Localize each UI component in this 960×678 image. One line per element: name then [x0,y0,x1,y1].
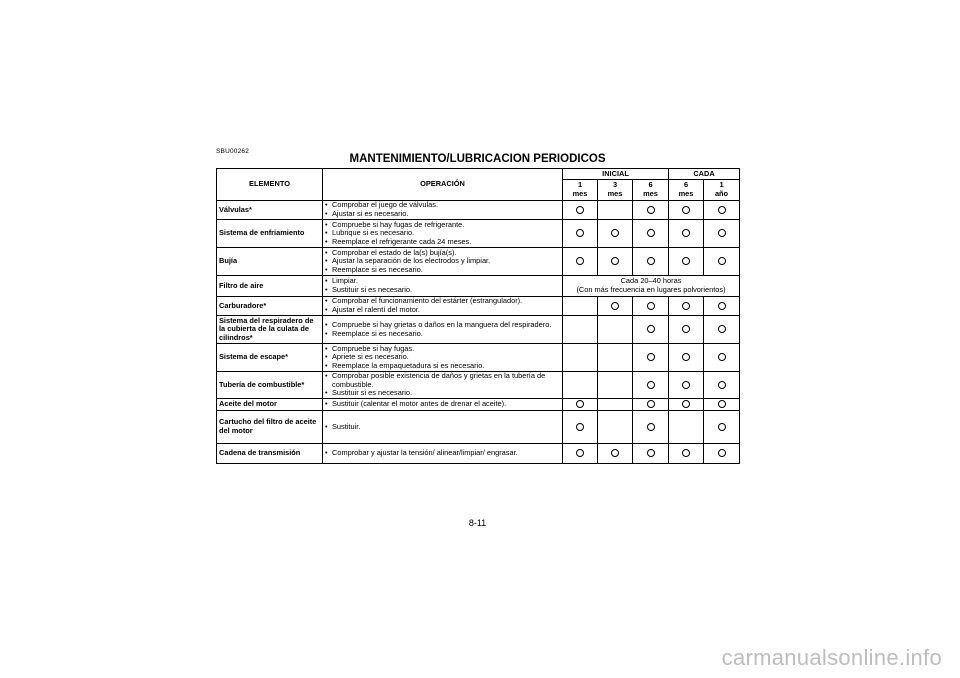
operation-item: • Sustituir si es necesario. [325,286,560,295]
interval-note [563,276,740,297]
header-elemento: ELEMENTO [217,169,323,201]
check-circle-icon [647,353,655,361]
check-circle-icon [647,449,655,457]
interval-cell [633,411,669,444]
check-circle-icon [682,257,690,265]
interval-cell [704,344,740,372]
interval-cell [563,316,598,344]
row-operations [323,276,563,297]
header-interval [598,180,633,201]
check-circle-icon [682,353,690,361]
interval-cell [563,444,598,464]
interval-unit: mes [643,189,658,198]
row-operations [323,316,563,344]
interval-number: 1 [719,180,724,190]
check-circle-icon [682,302,690,310]
interval-number: 6 [648,180,653,190]
table-row [217,220,740,248]
check-circle-icon [611,302,619,310]
interval-number: 6 [683,180,689,190]
interval-cell [704,316,740,344]
check-circle-icon [611,449,619,457]
interval-cell [669,399,704,411]
row-operations [323,297,563,316]
operation-item: • Reemplace la empaquetadura si es necesario. [325,362,560,371]
interval-cell [563,344,598,372]
interval-cell [704,399,740,411]
check-circle-icon [647,206,655,214]
check-circle-icon [682,206,690,214]
interval-cell [669,220,704,248]
interval-cell [669,411,704,444]
row-element: Aceite del motor [217,399,323,411]
row-element: Sistema de enfriamiento [217,220,323,248]
row-element: Sistema del respiradero de la cubierta de la culata de cilindros* [217,316,323,344]
interval-cell [563,297,598,316]
interval-cell [669,372,704,399]
operation-item: • Reemplace si es necesario. [325,266,560,275]
check-circle-icon [647,257,655,265]
table-row [217,297,740,316]
interval-unit: mes [572,189,588,198]
check-circle-icon [682,229,690,237]
table-row [217,411,740,444]
check-circle-icon [576,423,584,431]
table-row [217,344,740,372]
operation-item: • Comprobar y ajustar la tensión/ alinear/limpiar/ engrasar. [325,449,560,458]
check-circle-icon [718,381,726,389]
check-circle-icon [611,229,619,237]
interval-cell [669,316,704,344]
row-element: Sistema de escape* [217,344,323,372]
operation-item: • Compruebe si hay fugas. [325,345,560,354]
interval-cell [563,201,598,220]
check-circle-icon [718,400,726,408]
check-circle-icon [647,302,655,310]
row-operations [323,220,563,248]
interval-cell [704,201,740,220]
operation-item: • Ajustar el ralentí del motor. [325,306,560,315]
row-operations [323,411,563,444]
interval-unit: mes [678,189,694,198]
row-operations [323,444,563,464]
interval-cell [598,201,633,220]
check-circle-icon [718,449,726,457]
operation-item: • Compruebe si hay grietas o daños en la manguera del respiradero. [325,321,560,330]
row-element: Cadena de transmisión [217,444,323,464]
row-operations [323,399,563,411]
interval-cell [704,444,740,464]
header-inicial: INICIAL [563,169,669,180]
check-circle-icon [718,206,726,214]
check-circle-icon [718,325,726,333]
interval-cell [633,220,669,248]
table-row [217,276,740,297]
interval-cell [633,344,669,372]
interval-unit: año [714,189,729,198]
interval-cell [563,372,598,399]
operation-item: • Apriete si es necesario. [325,353,560,362]
header-interval [704,180,740,201]
row-element: Válvulas* [217,201,323,220]
operation-item: • Lubrique si es necesario. [325,229,560,238]
interval-cell [669,444,704,464]
row-element: Filtro de aire [217,276,323,297]
check-circle-icon [682,449,690,457]
row-operations [323,248,563,276]
row-element: Carburadore* [217,297,323,316]
operation-item: • Compruebe si hay fugas de refrigerante. [325,221,560,230]
table-row [217,372,740,399]
row-operations [323,344,563,372]
header-operacion: OPERACIÓN [323,169,563,201]
interval-cell [633,201,669,220]
table-row [217,444,740,464]
check-circle-icon [647,400,655,408]
interval-cell [669,297,704,316]
interval-cell [633,297,669,316]
header-interval [633,180,669,201]
operation-item: • Reemplace el refrigerante cada 24 meses. [325,238,560,247]
row-operations [323,201,563,220]
table-row [217,316,740,344]
operation-item: • Sustituir. [325,423,560,432]
interval-cell [633,316,669,344]
check-circle-icon [718,229,726,237]
interval-cell [633,248,669,276]
row-element: Cartucho del filtro de aceite del motor [217,411,323,444]
check-circle-icon [718,423,726,431]
header-cada: CADA [669,169,740,180]
interval-cell [633,372,669,399]
interval-cell [598,399,633,411]
operation-item: • Comprobar posible existencia de daños y grietas en la tubería de combustible. [325,372,560,389]
check-circle-icon [576,206,584,214]
interval-cell [669,344,704,372]
row-operations [323,372,563,399]
interval-cell [633,444,669,464]
interval-cell [598,248,633,276]
interval-cell [704,297,740,316]
note-line: (Con más frecuencia en lugares polvorientos) [576,285,726,294]
operation-item: • Limpiar. [325,277,560,286]
page-title: MANTENIMIENTO/LUBRICACION PERIODICOS [349,153,606,165]
table-row [217,399,740,411]
interval-cell [669,201,704,220]
interval-cell [598,411,633,444]
interval-cell [633,399,669,411]
operation-item: • Sustituir (calentar el motor antes de drenar el aceite). [325,400,560,409]
check-circle-icon [682,325,690,333]
check-circle-icon [576,229,584,237]
page-number: 8-11 [468,518,487,528]
note-line: Cada 20–40 horas [620,276,682,286]
check-circle-icon [682,400,690,408]
check-circle-icon [576,400,584,408]
operation-item: • Ajustar si es necesario. [325,210,560,219]
operation-item: • Sustituir si es necesario. [325,389,560,398]
interval-cell [563,399,598,411]
document-code: SBU00262 [216,148,250,155]
interval-cell [704,220,740,248]
check-circle-icon [647,325,655,333]
operation-item: • Comprobar el estado de la(s) bujía(s). [325,249,560,258]
interval-cell [598,297,633,316]
check-circle-icon [647,381,655,389]
interval-cell [598,316,633,344]
interval-cell [704,372,740,399]
operation-item: • Ajustar la separación de los electrodos y limpiar. [325,257,560,266]
interval-cell [598,372,633,399]
check-circle-icon [576,449,584,457]
check-circle-icon [647,423,655,431]
check-circle-icon [682,381,690,389]
table-row [217,201,740,220]
interval-cell [598,444,633,464]
interval-number: 1 [577,180,583,190]
check-circle-icon [576,257,584,265]
interval-cell [563,248,598,276]
header-interval [669,180,704,201]
operation-item: • Reemplace si es necesario. [325,330,560,339]
interval-unit: mes [607,189,623,198]
header-interval [563,180,598,201]
interval-cell [669,248,704,276]
check-circle-icon [611,257,619,265]
maintenance-table [216,168,740,464]
interval-cell [563,411,598,444]
interval-cell [598,220,633,248]
row-element: Tubería de combustible* [217,372,323,399]
interval-cell [704,248,740,276]
operation-item: • Comprobar el juego de válvulas. [325,201,560,210]
check-circle-icon [718,353,726,361]
table-row [217,248,740,276]
watermark: carmanualsonline.info [721,645,942,670]
interval-cell [563,220,598,248]
row-element: Bujía [217,248,323,276]
operation-item: • Comprobar el funcionamiento del estárter (estrangulador). [325,297,560,306]
check-circle-icon [718,257,726,265]
check-circle-icon [647,229,655,237]
interval-cell [704,411,740,444]
check-circle-icon [718,302,726,310]
interval-number: 3 [612,180,618,190]
interval-cell [598,344,633,372]
